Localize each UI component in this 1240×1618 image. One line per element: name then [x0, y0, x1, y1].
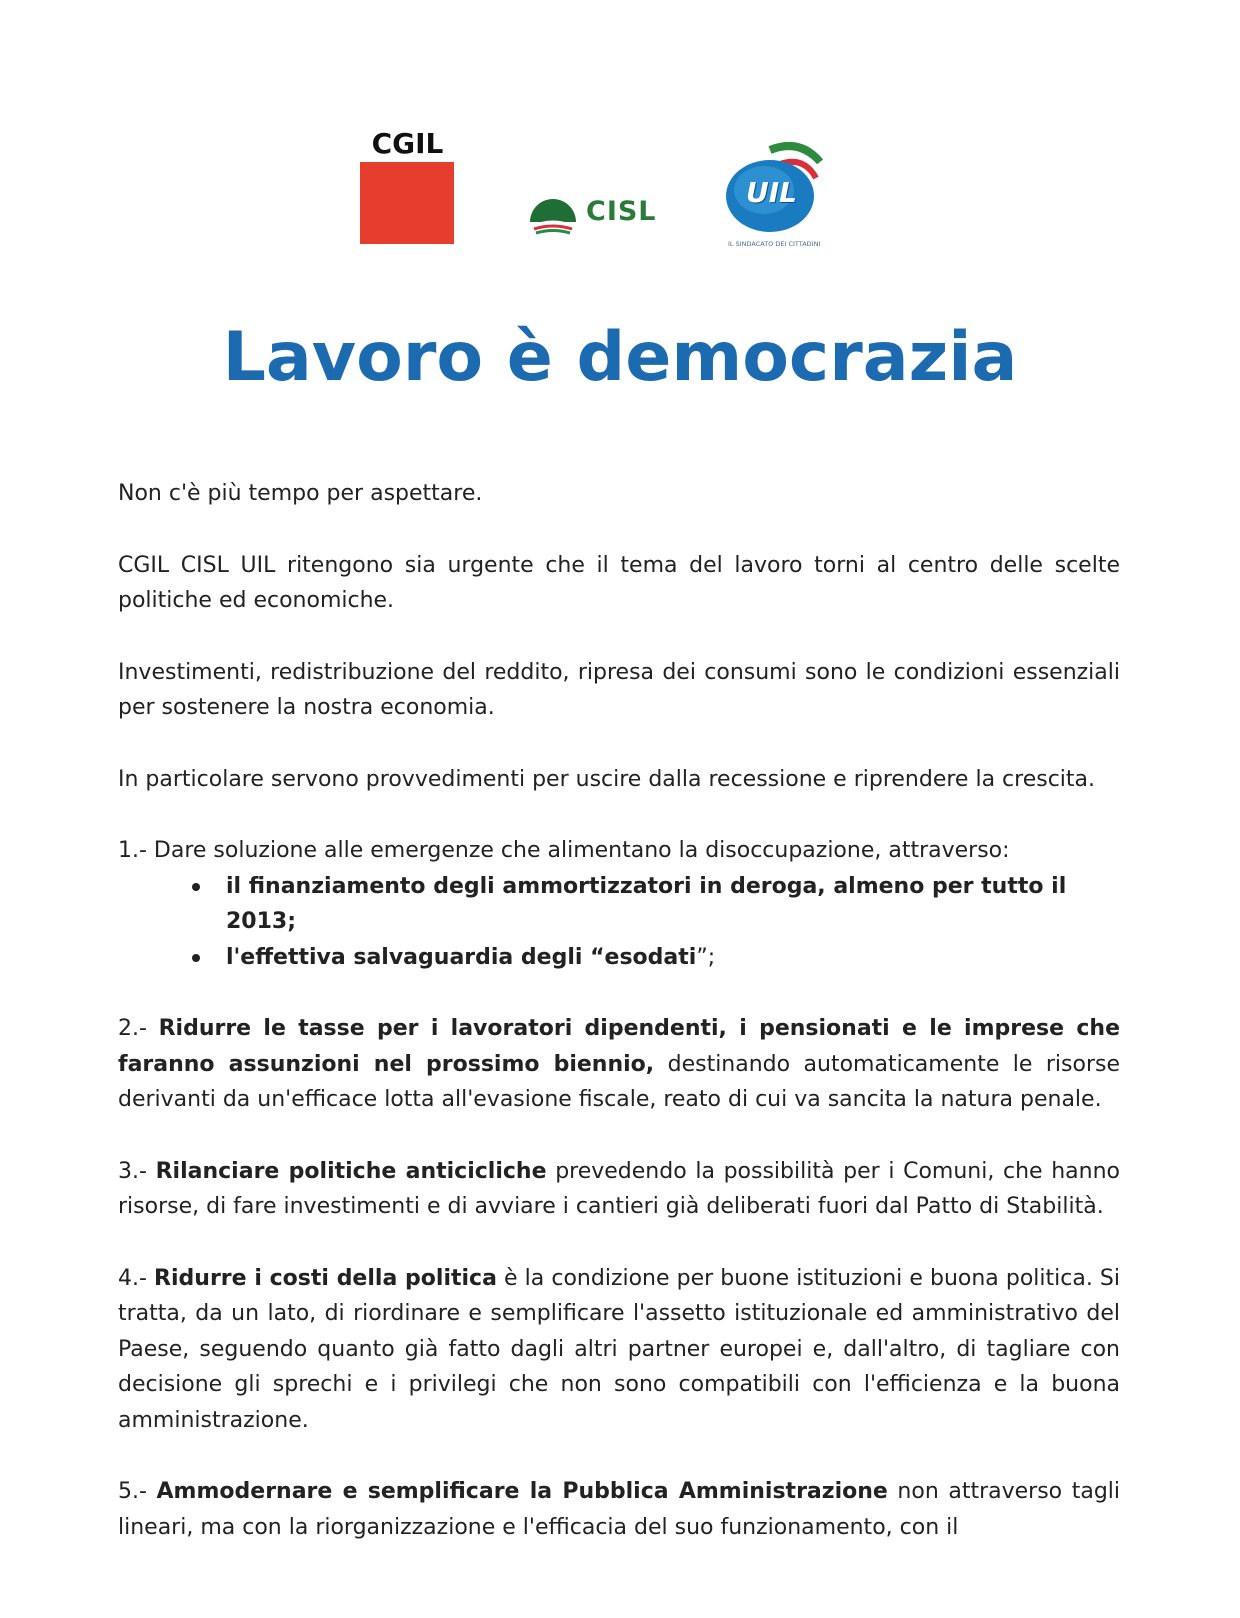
point-1-bullet-list: [118, 869, 1120, 976]
point-3-bold-text: Rilanciare politiche anticicliche: [155, 1158, 547, 1184]
bullet-icon: [192, 954, 200, 962]
intro-paragraph-4: In particolare servono provvedimenti per uscire dalla recessione e riprendere la crescita.: [118, 766, 1096, 792]
page-title: Lavoro è democrazia: [222, 318, 1018, 397]
point-5-rest-text: non attraverso tagli lineari, ma con la riorganizzazione e l'efficacia del suo funzionamento, con il: [118, 1479, 1121, 1540]
uil-tagline: IL SINDACATO DEI CITTADINI: [728, 240, 821, 248]
point-4-paragraph: [118, 1261, 1120, 1439]
point-5-number: 5.-: [118, 1479, 147, 1504]
intro-paragraph-1: Non c'è più tempo per aspettare.: [118, 481, 483, 506]
point-5-paragraph: [118, 1474, 1120, 1545]
point-3-rest-text: prevedendo la possibilità per i Comuni, che hanno risorse, di fare investimenti e di avviare i cantieri già deliberati fuori dal Patto di Stabilità.: [118, 1158, 1120, 1219]
bullet-icon: [192, 883, 200, 891]
point-3-number: 3.-: [118, 1158, 147, 1184]
point-2-bold-text: Ridurre le tasse per i lavoratori dipendenti, i pensionati e le imprese che faranno assunzioni nel prossimo biennio,: [118, 1016, 1120, 1077]
point-4-rest-text: è la condizione per buone istituzioni e buona politica. Si tratta, da un lato, di riordinare e semplificare l'assetto istituzionale ed amministrativo del Paese, seguendo quanto già fatto dagli altri partner europei e, dall'altro, di tagliare con decisione gli sprechi e i privilegi che non sono compatibili con l'efficienza e la buona amministrazione.: [118, 1265, 1121, 1433]
cgil-logo-square: [360, 162, 454, 244]
cisl-emblem-icon: [526, 192, 580, 238]
cisl-logo-text: CISL: [586, 196, 657, 227]
cgil-logo-text: CGIL: [371, 127, 444, 160]
intro-paragraph-2: CGIL CISL UIL ritengono sia urgente che il tema del lavoro torni al centro delle scelte politiche ed economiche.: [118, 552, 1120, 613]
point-2-number: 2.-: [118, 1016, 147, 1041]
point-2-rest-text: destinando automaticamente le risorse derivanti da un'efficace lotta all'evasione fiscale, reato di cui va sancita la natura penale.: [118, 1051, 1120, 1112]
intro-paragraph-3: Investimenti, redistribuzione del reddito, ripresa dei consumi sono le condizioni essenziali per sostenere la nostra economia.: [118, 659, 1120, 720]
list-item: [226, 869, 1120, 940]
bullet-rest-text: ”;: [696, 944, 716, 970]
point-5-bold-text: Ammodernare e semplificare la Pubblica Amministrazione: [156, 1479, 888, 1504]
point-4-number: 4.-: [118, 1265, 147, 1291]
list-item: [226, 940, 1120, 976]
uil-logo: [720, 140, 850, 255]
point-1-text: 1.- Dare soluzione alle emergenze che alimentano la disoccupazione, attraverso:: [118, 838, 1010, 863]
uil-logo-text: UIL: [746, 176, 797, 209]
point-2-paragraph: [118, 1011, 1120, 1118]
bullet-bold-text: l'effettiva salvaguardia degli “esodati: [226, 944, 697, 970]
document-body: [118, 476, 1120, 1581]
point-4-bold-text: Ridurre i costi della politica: [154, 1265, 497, 1291]
cisl-logo: [526, 192, 676, 238]
logo-header: [0, 0, 1240, 270]
point-3-paragraph: [118, 1154, 1120, 1225]
cgil-logo: [360, 128, 455, 246]
bullet-bold-text: il finanziamento degli ammortizzatori in deroga, almeno per tutto il 2013;: [226, 873, 1067, 934]
